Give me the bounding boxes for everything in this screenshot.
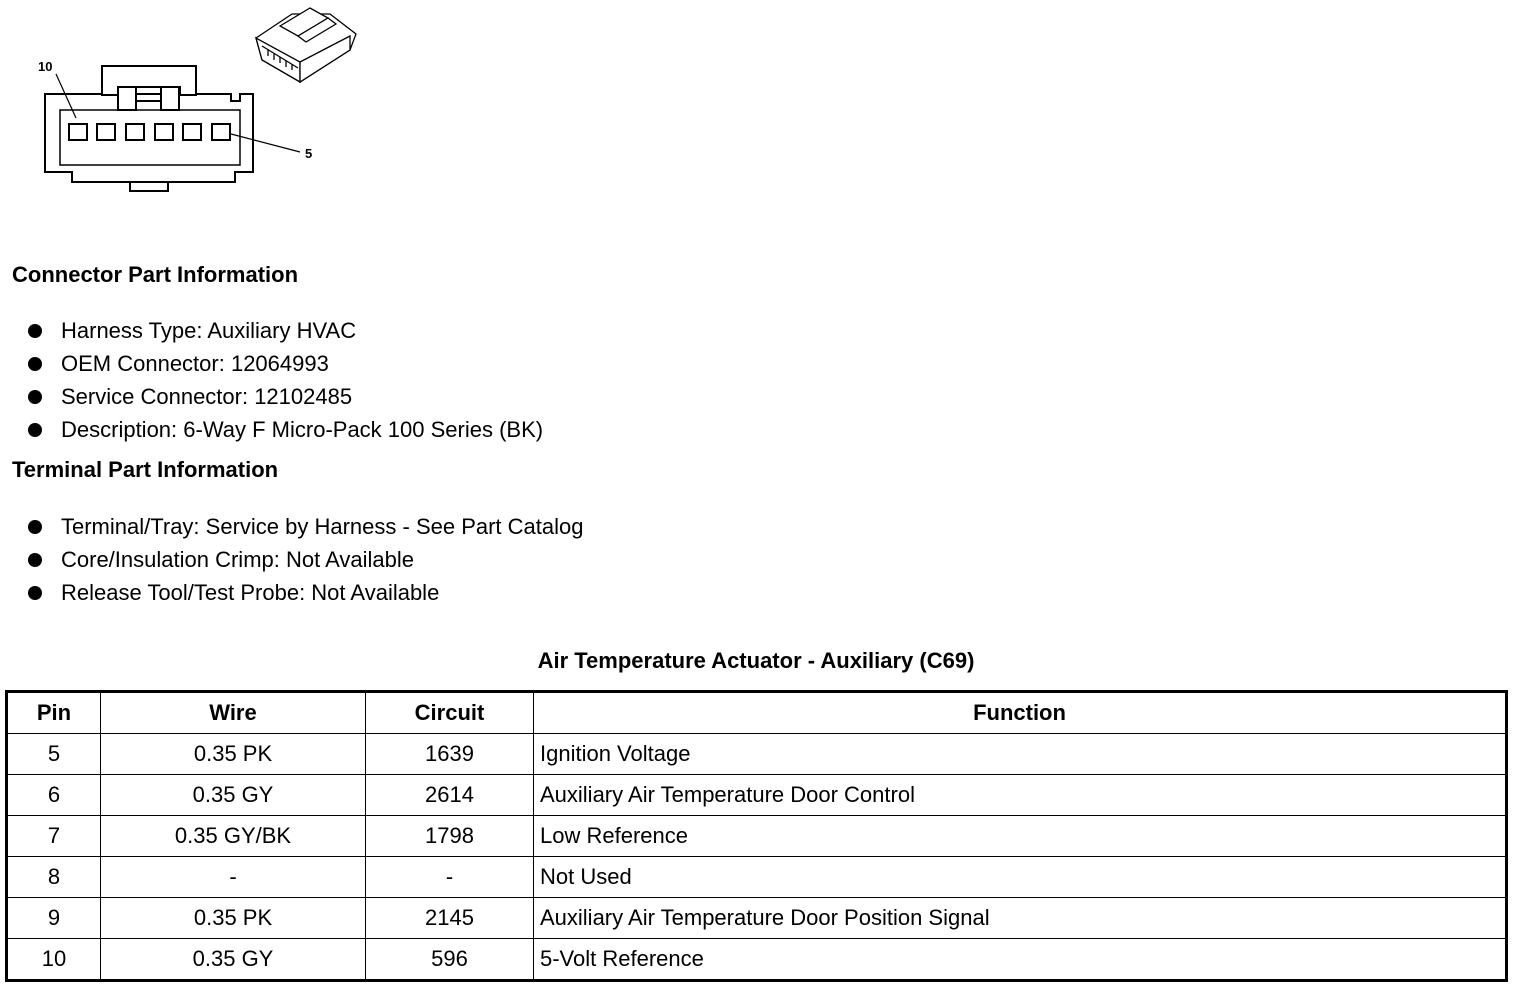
pin-cell: 9 xyxy=(7,898,101,939)
connector-info-list xyxy=(28,314,543,446)
table-row xyxy=(7,816,1507,857)
list-item-text: Description: 6-Way F Micro-Pack 100 Series (BK) xyxy=(61,416,544,442)
pin-cell: 10 xyxy=(7,939,101,981)
function-cell: 5-Volt Reference xyxy=(534,939,1507,981)
column-header-pin: Pin xyxy=(7,692,101,734)
terminal-info-list xyxy=(28,510,584,609)
list-item-text: Service Connector: 12102485 xyxy=(61,383,353,409)
circuit-cell: 1639 xyxy=(366,734,534,775)
pin-label-5: 5 xyxy=(305,146,313,161)
list-item xyxy=(28,314,543,347)
connector-info-heading: Connector Part Information xyxy=(12,262,299,287)
function-cell: Auxiliary Air Temperature Door Control xyxy=(534,775,1507,816)
bullet-icon xyxy=(28,423,42,437)
pin-cell: 7 xyxy=(7,816,101,857)
function-cell: Low Reference xyxy=(534,816,1507,857)
connector-isometric-view xyxy=(256,8,356,82)
wire-cell: 0.35 GY xyxy=(101,939,366,981)
list-item xyxy=(28,413,543,446)
circuit-cell: 1798 xyxy=(366,816,534,857)
table-row xyxy=(7,734,1507,775)
wire-cell: - xyxy=(101,857,366,898)
bullet-icon xyxy=(28,586,42,600)
bullet-icon xyxy=(28,324,42,338)
table-title: Air Temperature Actuator - Auxiliary (C69) xyxy=(537,648,975,673)
bullet-icon xyxy=(28,357,42,371)
wire-cell: 0.35 GY xyxy=(101,775,366,816)
pin-label-10: 10 xyxy=(38,59,53,74)
column-header-wire: Wire xyxy=(101,692,366,734)
list-item xyxy=(28,543,584,576)
terminal-info-heading: Terminal Part Information xyxy=(12,457,279,482)
pin-cell: 6 xyxy=(7,775,101,816)
pin-cell: 5 xyxy=(7,734,101,775)
column-header-function: Function xyxy=(534,692,1507,734)
list-item-text: Release Tool/Test Probe: Not Available xyxy=(61,579,440,605)
function-cell: Ignition Voltage xyxy=(534,734,1507,775)
pin-cell: 8 xyxy=(7,857,101,898)
list-item-text: Harness Type: Auxiliary HVAC xyxy=(61,317,357,343)
bullet-icon xyxy=(28,553,42,567)
list-item-text: Core/Insulation Crimp: Not Available xyxy=(61,546,414,572)
list-item xyxy=(28,510,584,543)
list-item xyxy=(28,380,543,413)
list-item-text: OEM Connector: 12064993 xyxy=(61,350,329,376)
bullet-icon xyxy=(28,520,42,534)
function-cell: Auxiliary Air Temperature Door Position Signal xyxy=(534,898,1507,939)
table-row xyxy=(7,775,1507,816)
list-item xyxy=(28,576,584,609)
list-item-text: Terminal/Tray: Service by Harness - See Part Catalog xyxy=(61,513,584,539)
function-cell: Not Used xyxy=(534,857,1507,898)
wire-cell: 0.35 PK xyxy=(101,898,366,939)
connector-diagram xyxy=(0,0,380,210)
column-header-circuit: Circuit xyxy=(366,692,534,734)
circuit-cell: - xyxy=(366,857,534,898)
circuit-cell: 2614 xyxy=(366,775,534,816)
wire-cell: 0.35 PK xyxy=(101,734,366,775)
table-row xyxy=(7,857,1507,898)
circuit-cell: 596 xyxy=(366,939,534,981)
table-row xyxy=(7,898,1507,939)
bullet-icon xyxy=(28,390,42,404)
table-row xyxy=(7,939,1507,981)
wire-cell: 0.35 GY/BK xyxy=(101,816,366,857)
pinout-table xyxy=(5,690,1508,982)
table-header-row xyxy=(7,692,1507,734)
circuit-cell: 2145 xyxy=(366,898,534,939)
list-item xyxy=(28,347,543,380)
